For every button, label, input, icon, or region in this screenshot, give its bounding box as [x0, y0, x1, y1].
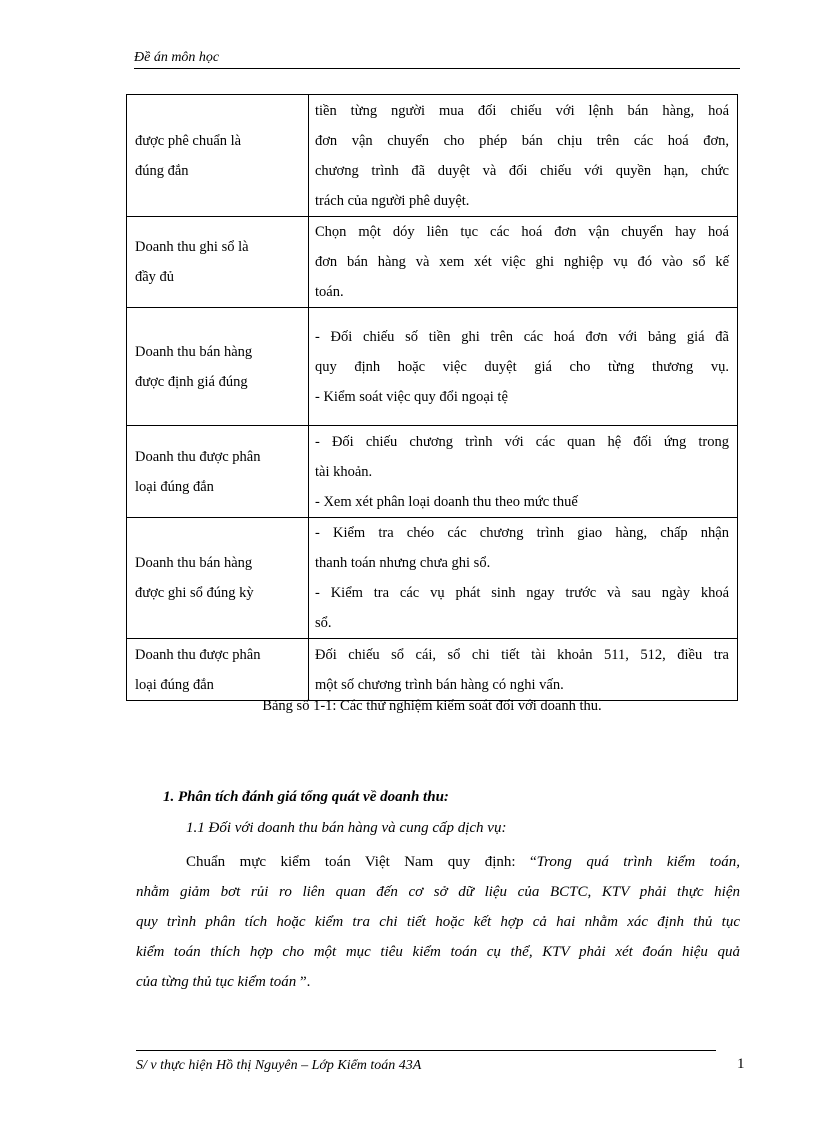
test-line: thanh toán nhưng chưa ghi sổ.: [315, 555, 491, 571]
test-line: toán.: [315, 284, 344, 300]
test-line: sổ.: [315, 615, 332, 631]
table-caption: Bảng số 1-1: Các thử nghiệm kiểm soát đối với doanh thu.: [262, 698, 602, 714]
objective-line: Doanh thu bán hàng: [135, 555, 253, 571]
test-line: Chọn một dóy liên tục các hoá đơn vận chuyển hay hoá: [315, 224, 729, 240]
test-cell: [309, 639, 738, 701]
section-heading: 1. Phân tích đánh giá tổng quát về doanh thu:: [163, 789, 449, 805]
objective-line: Doanh thu được phân: [135, 448, 261, 465]
test-line: - Đối chiếu chương trình với các quan hệ đối ứng trong: [315, 433, 729, 450]
objective-line: được ghi sổ đúng kỳ: [135, 585, 254, 601]
objective-cell: [127, 308, 309, 426]
test-line: đơn bán hàng và xem xét việc ghi nghiệp vụ đó vào sổ kế: [315, 254, 729, 270]
objective-line: loại đúng đắn: [135, 478, 214, 495]
table-row: [127, 308, 738, 426]
table-row: [127, 217, 738, 308]
objective-cell: [127, 95, 309, 217]
paragraph-quote-line: quy trình phân tích hoặc kiểm tra chi tiết hoặc kết hợp cả hai nhằm xác định thủ tục: [136, 914, 740, 930]
objective-cell: [127, 426, 309, 518]
paragraph-quote-line: kiểm toán thích hợp cho một mục tiêu kiểm toán cụ thể, KTV phải xét đoán hiệu quả: [136, 944, 740, 960]
page-header: Đề án môn học: [134, 50, 220, 65]
test-cell: [309, 518, 738, 639]
test-line: một số chương trình bán hàng có nghi vấn.: [315, 676, 564, 693]
paragraph-quote-line: của từng thủ tục kiểm toán: [136, 974, 297, 990]
objective-cell: [127, 639, 309, 701]
test-line: quy định hoặc việc duyệt giá cho từng thương vụ.: [315, 358, 729, 375]
paragraph-line: [136, 847, 740, 877]
test-line: Đối chiếu sổ cái, sổ chi tiết tài khoản 511, 512, điều tra: [315, 646, 729, 663]
objective-line: Doanh thu ghi sổ là: [135, 239, 249, 255]
page-footer: S/ v thực hiện Hồ thị Nguyên – Lớp Kiểm toán 43A: [136, 1058, 422, 1073]
body-paragraph: [136, 847, 740, 997]
table-body: [127, 95, 738, 701]
table-row: [127, 95, 738, 217]
objective-line: đúng đắn: [135, 162, 189, 179]
paragraph-intro: Chuẩn mực kiểm toán Việt Nam quy định: “: [186, 854, 537, 870]
test-cell: [309, 217, 738, 308]
test-line: tiền từng người mua đối chiếu với lệnh bán hàng, hoá: [315, 102, 729, 119]
table-row: [127, 639, 738, 701]
test-line: - Kiểm soát việc quy đổi ngoại tệ: [315, 388, 508, 405]
paragraph-closing: ”.: [296, 974, 311, 990]
objective-cell: [127, 217, 309, 308]
subsection-heading: 1.1 Đối với doanh thu bán hàng và cung cấp dịch vụ:: [186, 820, 507, 836]
table-row: [127, 426, 738, 518]
test-line: chương trình đã duyệt và đối chiếu với quyền hạn, chức: [315, 162, 729, 179]
paragraph-quote-line: Trong quá trình kiểm toán,: [536, 854, 740, 870]
test-line: - Xem xét phân loại doanh thu theo mức thuế: [315, 493, 578, 510]
paragraph-line: [136, 967, 740, 997]
footer-divider: [136, 1050, 716, 1051]
test-line: đơn vận chuyển cho phép bán chịu trên các hoá đơn,: [315, 132, 729, 149]
paragraph-quote-line: nhằm giảm bơt rủi ro liên quan đến cơ sở dữ liệu của BCTC, KTV phải thực hiện: [136, 884, 740, 900]
test-line: - Đối chiếu số tiền ghi trên các hoá đơn với bảng giá đã: [315, 328, 729, 345]
header-divider: [134, 68, 740, 69]
objective-line: Doanh thu được phân: [135, 646, 261, 663]
page-number: 1: [737, 1056, 745, 1072]
test-cell: [309, 95, 738, 217]
test-cell: [309, 426, 738, 518]
objective-cell: [127, 518, 309, 639]
objective-line: đầy đủ: [135, 269, 175, 285]
test-cell: [309, 308, 738, 426]
objective-line: được phê chuẩn là: [135, 132, 242, 149]
objective-line: được định giá đúng: [135, 373, 248, 390]
table-row: [127, 518, 738, 639]
test-line: tài khoản.: [315, 463, 373, 480]
test-line: - Kiểm tra các vụ phát sinh ngay trước và sau ngày khoá: [315, 585, 729, 601]
objective-line: loại đúng đắn: [135, 676, 214, 693]
control-tests-table: [126, 94, 738, 701]
test-line: trách của người phê duyệt.: [315, 192, 470, 209]
objective-line: Doanh thu bán hàng: [135, 343, 253, 360]
test-line: - Kiểm tra chéo các chương trình giao hàng, chấp nhận: [315, 525, 729, 541]
